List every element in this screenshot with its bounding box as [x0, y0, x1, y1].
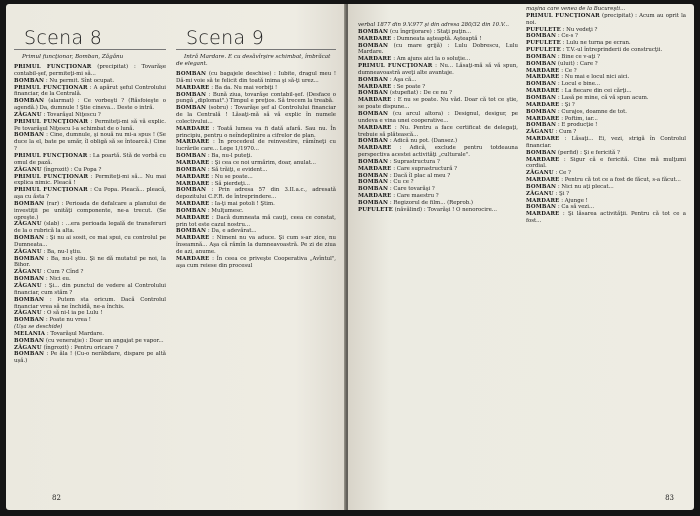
- dialogue-line: [526, 157, 686, 171]
- speaker-name: BOMBAN: [176, 228, 207, 235]
- speaker-name: BOMBAN: [358, 110, 389, 117]
- dialogue-block: [526, 6, 686, 225]
- page-number: 82: [52, 494, 61, 502]
- dialogue-line: [526, 54, 686, 61]
- line-text: : Putem sta oricum. Dacă Controlul financiar vrea să ne închidă, ne-a închis.: [14, 296, 166, 310]
- dialogue-line: [14, 331, 166, 338]
- speaker-name: PRIMUL FUNCŢIONAR: [14, 64, 92, 70]
- dialogue-line: [176, 92, 336, 106]
- line-text: : Lăsaţi... Ei, vezi, strigă în Controlul financiar.: [526, 136, 686, 149]
- line-text: : Cu Popa. Pleacă... pleacă, aşa cu ăsta ?: [14, 187, 167, 201]
- speaker-name: MARDARE: [176, 84, 210, 91]
- line-text: (sobru) : Tovarăşe şef al Controlului financiar de la Centrală ! Lăsaţi-mă să vă explic în numele colectivului...: [176, 105, 336, 125]
- speaker-name: PRIMUL FUNCŢIONAR: [14, 84, 88, 91]
- dialogue-line: [176, 215, 336, 229]
- dialogue-line: [526, 13, 686, 27]
- line-text: : Cum ? Cînd ?: [43, 269, 84, 276]
- speaker-name: MARDARE: [358, 35, 392, 42]
- speaker-name: BOMBAN: [14, 200, 45, 207]
- speaker-name: BOMBAN: [14, 255, 45, 262]
- line-text: : Şi ?: [561, 101, 575, 108]
- line-text: : Tovarăşul Mardare.: [46, 330, 104, 337]
- speaker-name: BOMBAN: [14, 317, 45, 324]
- speaker-name: BOMBAN: [358, 90, 389, 97]
- dialogue-line: [14, 174, 166, 188]
- speaker-name: BOMBAN: [176, 105, 207, 112]
- line-text: : Suprastructura ?: [389, 158, 440, 165]
- line-text: : E producţie !: [557, 122, 598, 129]
- speaker-name: ZĂGANU: [14, 111, 42, 118]
- speaker-name: MARDARE: [526, 211, 560, 218]
- speaker-name: BOMBAN: [14, 77, 45, 84]
- speaker-name: PRIMUL FUNCŢIONAR: [14, 152, 88, 159]
- speaker-name: MARDARE: [358, 145, 392, 152]
- speaker-name: PRIMUL FUNCŢIONAR: [14, 187, 88, 194]
- dialogue-line: [14, 98, 166, 112]
- line-text: : Adică nu pot. (Dansez.): [389, 138, 458, 145]
- line-text: : Care suprastructură ?: [393, 165, 458, 172]
- line-text: : La fiecare din cei cărţi...: [561, 88, 632, 95]
- dialogue-block: [14, 64, 166, 365]
- speaker-name: BOMBAN: [526, 149, 557, 156]
- dialogue-line: [176, 187, 336, 201]
- speaker-name: PUFULETE: [526, 40, 561, 47]
- speaker-name: PRIMUL FUNCŢIONAR: [14, 118, 89, 125]
- dialogue-line: [526, 150, 686, 157]
- dialogue-line: [526, 61, 686, 68]
- speaker-name: ZĂGANU: [526, 170, 554, 177]
- speaker-name: BOMBAN: [14, 132, 45, 139]
- line-text: : Regizorul de film... (Reprob.): [389, 199, 473, 206]
- line-text: : Să trăiţi, e evident...: [207, 166, 268, 173]
- dialogue-line: [526, 68, 686, 75]
- line-text: : O să ni-l ia pe Lulu !: [43, 310, 103, 317]
- speaker-name: BOMBAN: [526, 53, 557, 60]
- speaker-name: MELANIA: [14, 330, 46, 337]
- line-text: : Nu... Lăsaţi-mă să vă spun, dumneavoastră aveţi alte avantaje.: [358, 63, 519, 76]
- scene-heading: Scena 8: [14, 16, 166, 50]
- line-text: : Lasă pe mine, că vă spun acum.: [557, 94, 649, 101]
- speaker-name: BOMBAN: [526, 122, 557, 129]
- dialogue-line: [176, 256, 336, 270]
- speaker-name: MARDARE: [176, 173, 210, 180]
- line-text: : Şi ?: [555, 190, 570, 197]
- stage-direction: Intră Mardare. E cu desăvîrşire schimbat, îmbrăcat de elegant.: [176, 54, 331, 67]
- line-text: : Se poate ?: [393, 83, 426, 90]
- speaker-name: MARDARE: [358, 193, 392, 200]
- line-text: : E nu se poate. Nu văd. Doar că tot ce ştie, se poate dispune...: [358, 97, 519, 111]
- dialogue-line: [358, 200, 518, 207]
- dialogue-line: [358, 173, 518, 180]
- line-text: : Ajunge !: [561, 197, 588, 204]
- speaker-name: MARDARE: [526, 177, 560, 184]
- line-text: : În procedeul de reinvestire, rămîneţi cu lucrările care... Lege 1/1970...: [176, 139, 336, 153]
- line-text: : Sigur că e fericită. Cine mă mulţumi cordial.: [526, 156, 687, 170]
- line-text: : Da, e adevărat...: [207, 228, 257, 235]
- line-text: : Cine, dumnule, şi nouă nu mi-a spus ! (Se duce la el, bate pe umăr, îl obligă să se întoarcă.) Cine ?: [14, 132, 166, 153]
- speaker-name: ZĂGANU: [14, 166, 42, 173]
- dialogue-line: [358, 186, 518, 193]
- line-text: maşina care venea de la Bucureşti...: [526, 6, 626, 12]
- line-text: : Adică, exclude pentru totdeauna perspectiva acestei activităţi „culturale".: [358, 145, 518, 159]
- speaker-name: BOMBAN: [526, 183, 557, 190]
- speaker-name: MARDARE: [526, 197, 560, 204]
- dialogue-line: [176, 208, 336, 215]
- dialogue-line: [14, 167, 166, 174]
- dialogue-line: [176, 85, 336, 92]
- dialogue-line: [176, 105, 336, 126]
- speaker-name: PRIMUL FUNCŢIONAR: [358, 63, 433, 70]
- dialogue-line: [176, 201, 336, 208]
- line-text: : Nici eu.: [45, 276, 71, 283]
- dialogue-line: [358, 111, 518, 125]
- dialogue-line: [526, 27, 686, 34]
- line-text: (cu îngrijorare) : Staţi puţin...: [389, 28, 472, 35]
- dialogue-block: [358, 22, 518, 214]
- speaker-name: MARDARE: [358, 124, 392, 131]
- dialogue-line: [14, 112, 166, 119]
- dialogue-line: [14, 235, 166, 249]
- dialogue-block: [176, 71, 336, 269]
- line-text: : Şi nu ai sosit, ce mai spui, cu controlul pe Dumneata...: [14, 235, 167, 248]
- line-text: : Ba, nu-l puteţi.: [207, 153, 253, 160]
- speaker-name: ZĂGANU: [14, 344, 42, 351]
- speaker-name: MARDARE: [526, 156, 560, 163]
- speaker-name: BOMBAN: [358, 42, 389, 49]
- line-text: : Curajos, doamne de tot.: [557, 108, 627, 115]
- speaker-name: PRIMUL FUNCŢIONAR: [14, 173, 89, 180]
- speaker-name: BOMBAN: [358, 186, 389, 193]
- dialogue-line: [358, 29, 518, 36]
- dialogue-line: [358, 125, 518, 139]
- line-text: (cu venerație) : Doar un angajat pe vapor...: [45, 337, 164, 344]
- dialogue-line: [358, 159, 518, 166]
- dialogue-line: [14, 324, 166, 331]
- line-text: : Nu permit. Sînt ocupat.: [45, 77, 115, 84]
- line-text: : Poftim, iar...: [561, 115, 598, 122]
- speaker-name: BOMBAN: [14, 351, 45, 358]
- dialogue-line: [14, 351, 166, 365]
- line-text: : Aşa că...: [389, 76, 417, 83]
- line-text: : Nici nu aţi plecat...: [557, 183, 614, 190]
- line-text: : Nu se poate...: [211, 173, 253, 180]
- speaker-name: PRIMUL FUNCŢIONAR: [526, 12, 600, 19]
- line-text: verbal 1877 din 9.V.977 şi din adresa 280/32 din 10.V...: [358, 22, 509, 28]
- line-text: (stupefiat) : De ce nu ?: [389, 90, 453, 97]
- dialogue-line: [526, 116, 686, 123]
- dialogue-line: [526, 88, 686, 95]
- line-text: : Mulţumesc.: [207, 207, 244, 214]
- dialogue-line: [176, 160, 336, 167]
- dialogue-line: [526, 33, 686, 40]
- speaker-name: PUFULETE: [526, 26, 561, 33]
- speaker-name: BOMBAN: [526, 108, 557, 115]
- dialogue-line: [176, 228, 336, 235]
- line-text: (alarmat) : Ce vorbeşti ? (Răsfoieşte o agendă.) Da, dumnule ! Ştie cineva... Deste o intră.: [14, 98, 166, 112]
- dialogue-line: [358, 193, 518, 200]
- speaker-name: MARDARE: [176, 255, 210, 262]
- speaker-name: BOMBAN: [176, 166, 207, 173]
- speaker-name: MARDARE: [526, 74, 560, 81]
- speaker-name: ZĂGANU: [14, 269, 42, 276]
- line-text: : Şi cea ce noi urmărim, doar, anulat...: [211, 159, 317, 166]
- line-text: : Ce-s ?: [557, 33, 578, 40]
- line-text: : Ce ?: [561, 67, 577, 74]
- dialogue-line: [176, 235, 336, 256]
- line-text: : Cum ?: [555, 129, 577, 136]
- dialogue-line: [14, 221, 166, 235]
- dialogue-line: [14, 64, 166, 78]
- speaker-name: ZĂGANU: [526, 129, 554, 136]
- dialogue-line: [14, 85, 166, 99]
- dialogue-line: [526, 136, 686, 150]
- left-column-2: [176, 4, 336, 269]
- line-text: : Tovarăşul Niţescu ?: [43, 111, 101, 118]
- dialogue-line: [14, 310, 166, 317]
- dialogue-line: [358, 145, 518, 159]
- line-text: : Nu. Pentru a face certificat de delegaţi, trebuie să plătească...: [358, 124, 519, 138]
- speaker-name: PUFULETE: [526, 47, 561, 54]
- speaker-name: ZĂGANU: [14, 283, 42, 289]
- dialogue-line: [358, 207, 518, 214]
- line-text: (rar) : Perioada de defalcare a planului de investiţii pe unităţi componente, ne-a trecut. (Se opreşte.): [14, 200, 166, 221]
- line-text: : În ceea ce priveşte Cooperativa „Avîntul", aşa cum reiese din procesul: [176, 255, 336, 269]
- dialogue-line: [526, 47, 686, 54]
- page-number: 83: [665, 494, 674, 502]
- speaker-name: BOMBAN: [358, 28, 389, 35]
- speaker-name: BOMBAN: [176, 207, 207, 214]
- line-text: : Care maestru ?: [393, 193, 439, 200]
- line-text: : Şi... din punctul de vedere al Controlului financiar, cum stăm ?: [14, 283, 166, 296]
- line-text: : Ba, nu-l ştiu.: [43, 248, 82, 255]
- dialogue-line: [526, 184, 686, 191]
- speaker-name: MARDARE: [358, 56, 392, 63]
- line-text: : Locul e bine...: [557, 81, 601, 88]
- speaker-name: BOMBAN: [14, 337, 45, 344]
- line-text: : Dacă îl plac al meu ?: [389, 172, 451, 179]
- line-text: : Poate nu vrea !: [45, 317, 91, 324]
- line-text: : Prin adresa 57 din 3.II.a.c., adresată depozitului C.F.R. de întreprindere...: [176, 187, 336, 201]
- speaker-name: BOMBAN: [358, 199, 389, 206]
- speaker-name: MARDARE: [176, 125, 210, 132]
- line-text: : Toată lumea va fi dată afară. Sau nu. În principiu, pentru o neîndeplinire a cifrelor de plan.: [176, 125, 336, 139]
- speaker-name: BOMBAN: [176, 71, 207, 77]
- line-text: : Permiteţi-mi să vă explic. Pe tovarăşul Niţescu l-a schimbat de o lună.: [14, 118, 166, 132]
- line-text: (slab) : ...era perioada legală de transferuri de la o rubrică la alta.: [14, 221, 166, 235]
- dialogue-line: [14, 276, 166, 283]
- line-text: : T.V.-ul întreprinderii de construcţii.: [562, 47, 663, 54]
- speaker-name: MARDARE: [176, 139, 210, 146]
- speaker-name: BOMBAN: [526, 204, 557, 211]
- speaker-name: BOMBAN: [358, 172, 389, 179]
- line-text: (perfid) : Şi e fericită ?: [557, 149, 620, 156]
- speaker-name: BOMBAN: [14, 98, 45, 105]
- dialogue-line: [358, 22, 518, 29]
- speaker-name: MARDARE: [526, 115, 560, 122]
- line-text: : Care tovarăşi ?: [389, 186, 435, 193]
- speaker-name: MARDARE: [526, 101, 560, 108]
- dialogue-line: [176, 174, 336, 181]
- line-text: : Permiteţi-mi să... Nu mai explica nimic. Pleacă !: [14, 173, 167, 187]
- speaker-name: ZĂGANU: [14, 310, 42, 317]
- dialogue-line: [358, 77, 518, 84]
- speaker-name: PUFULETE: [358, 206, 393, 213]
- dialogue-line: [176, 167, 336, 174]
- line-text: (cu mare grijă) : Lulu Dobrescu, Lulu Mardare.: [358, 42, 519, 56]
- speaker-name: BOMBAN: [526, 33, 557, 40]
- dialogue-line: [526, 109, 686, 116]
- dialogue-line: [526, 102, 686, 109]
- dialogue-line: [14, 283, 166, 297]
- speaker-name: MARDARE: [358, 97, 392, 104]
- line-text: : Dumneata aşteaptă. Aşteaptă !: [393, 35, 482, 42]
- line-text: (cu arcul altora) : Designul, desigur, pe undeva e vina unei cooperative...: [358, 110, 518, 124]
- line-text: : Bine ce v-aţi ?: [557, 53, 600, 60]
- speaker-name: MARDARE: [526, 67, 560, 74]
- line-text: : Nu vedeţi ?: [562, 26, 598, 33]
- right-column-2: [526, 6, 686, 225]
- line-text: (uluit) : Care ?: [557, 60, 598, 67]
- line-text: : Cu ce ?: [389, 179, 414, 186]
- dialogue-line: [14, 256, 166, 270]
- dialogue-line: [14, 153, 166, 167]
- dialogue-line: [14, 297, 166, 311]
- speaker-name: MARDARE: [176, 235, 210, 242]
- line-text: (cu bagajele deschise) : Iubite, dragul meu ! Dă-mi voie să te felicit din toată inima şi să-ţi urez...: [176, 71, 336, 84]
- line-text: (îngrozit) : Pentru oricare ?: [43, 344, 119, 351]
- speaker-name: MARDARE: [526, 136, 560, 143]
- speaker-name: BOMBAN: [358, 138, 389, 145]
- line-text: : Ce ?: [555, 170, 571, 177]
- line-text: : Pentru că tot ce a fost de făcut, s-a făcut...: [561, 177, 681, 184]
- left-page: [6, 4, 346, 510]
- speaker-name: MARDARE: [358, 165, 392, 172]
- speaker-name: BOMBAN: [176, 187, 207, 194]
- dialogue-line: [358, 97, 518, 111]
- line-text: : La poartă. Stă de vorbă cu omul de pază.: [14, 152, 167, 166]
- speaker-name: ZĂGANU: [526, 190, 554, 197]
- dialogue-line: [526, 129, 686, 136]
- line-text: : Bună ziua, tovarăşe contabil-şef. (Desface o pungă „diplomat".) Timpul e preţios. Să trecem la treabă.: [176, 91, 336, 105]
- dialogue-line: [176, 153, 336, 160]
- speaker-name: MARDARE: [176, 214, 210, 221]
- line-text: : Dacă dumneata mă cauţi, ceea ce constat, prin tot este cazul nostru...: [176, 214, 337, 228]
- speaker-name: MARDARE: [526, 88, 560, 95]
- speaker-name: BOMBAN: [358, 76, 389, 83]
- speaker-name: ZĂGANU: [14, 248, 42, 255]
- line-text: (Ușa se deschide): [14, 324, 63, 331]
- dialogue-line: [526, 211, 686, 225]
- speaker-name: BOMBAN: [526, 60, 557, 67]
- speaker-name: BOMBAN: [176, 153, 207, 160]
- dialogue-line: [14, 187, 166, 201]
- speaker-name: BOMBAN: [14, 296, 45, 303]
- line-text: : Nu mai e locul nici aici.: [561, 74, 630, 81]
- line-text: : Să pierdeţi...: [211, 180, 250, 187]
- dialogue-line: [14, 269, 166, 276]
- line-text: : Şi lăsarea activităţii. Pentru că tot ce a fost...: [526, 211, 687, 225]
- line-text: : Pe ăla ! (Cu-o nerăbdare, dispare pe altă ușă.): [14, 351, 166, 365]
- dialogue-line: [526, 95, 686, 102]
- dialogue-line: [176, 71, 336, 85]
- dialogue-line: [14, 249, 166, 256]
- speaker-name: BOMBAN: [358, 158, 389, 165]
- line-text: : Ia-ţi mai potoli ! Ştim.: [211, 201, 275, 208]
- line-text: : Ba da. Nu mai vorbiţi !: [211, 84, 278, 91]
- dialogue-line: [358, 63, 518, 77]
- line-text: (precipitat) : Acum au oprit la noi.: [526, 12, 687, 26]
- line-text: : Lulu ne turna pe ecran.: [562, 40, 631, 47]
- speaker-name: MARDARE: [176, 159, 210, 166]
- dialogue-line: [176, 139, 336, 153]
- speaker-name: BOMBAN: [358, 179, 389, 186]
- right-page: [348, 4, 694, 510]
- speaker-name: BOMBAN: [526, 81, 557, 88]
- line-text: : Am ajuns aici la o soluţie...: [393, 56, 471, 63]
- dialogue-line: [526, 191, 686, 198]
- dialogue-line: [14, 338, 166, 345]
- line-text: : Ca să vezi...: [557, 204, 595, 211]
- dialogue-line: [526, 6, 686, 13]
- line-text: (îngrozit) : Cu Popa ?: [43, 166, 102, 173]
- dialogue-line: [358, 166, 518, 173]
- line-text: (năvălind) : Tovarăşi ! O nenorocire...: [394, 206, 497, 213]
- speaker-name: MARDARE: [358, 83, 392, 90]
- dialogue-line: [176, 126, 336, 140]
- line-text: : Ba, nu-l ştiu. Şi ne dă mutatul pe noi, la Bihor.: [14, 255, 166, 269]
- speaker-name: BOMBAN: [14, 276, 45, 283]
- dialogue-line: [14, 201, 166, 222]
- speaker-name: BOMBAN: [176, 91, 207, 98]
- scene-heading: Scena 9: [176, 16, 336, 50]
- dialogue-line: [526, 74, 686, 81]
- dialogue-line: [526, 177, 686, 184]
- dialogue-line: [14, 78, 166, 85]
- left-column-1: [14, 4, 166, 365]
- dialogue-line: [14, 119, 166, 133]
- dialogue-line: [358, 36, 518, 43]
- line-text: : Nimeni nu va aduce. Şi cum s-ar zice, nu înseamnă... Aşa că rămîn la dumneavoastră. Pe zi de ziua de azi, anume.: [176, 235, 336, 255]
- line-text: : A apărut şeful Controlului financiar, de la Centrală.: [14, 84, 166, 98]
- speaker-name: MARDARE: [176, 201, 210, 208]
- dialogue-line: [14, 132, 166, 153]
- speaker-name: BOMBAN: [14, 235, 45, 242]
- right-column-1: [358, 22, 518, 214]
- line-text: (precipitat) : Tovarăşe contabil-şef, permiteţi-mi să...: [14, 64, 167, 77]
- stage-direction: Primul funcţionar, Bomban, Zăgănu: [22, 54, 124, 60]
- speaker-name: ZĂGANU: [14, 221, 42, 228]
- dialogue-line: [358, 43, 518, 57]
- speaker-name: MARDARE: [176, 180, 210, 187]
- speaker-name: BOMBAN: [526, 94, 557, 101]
